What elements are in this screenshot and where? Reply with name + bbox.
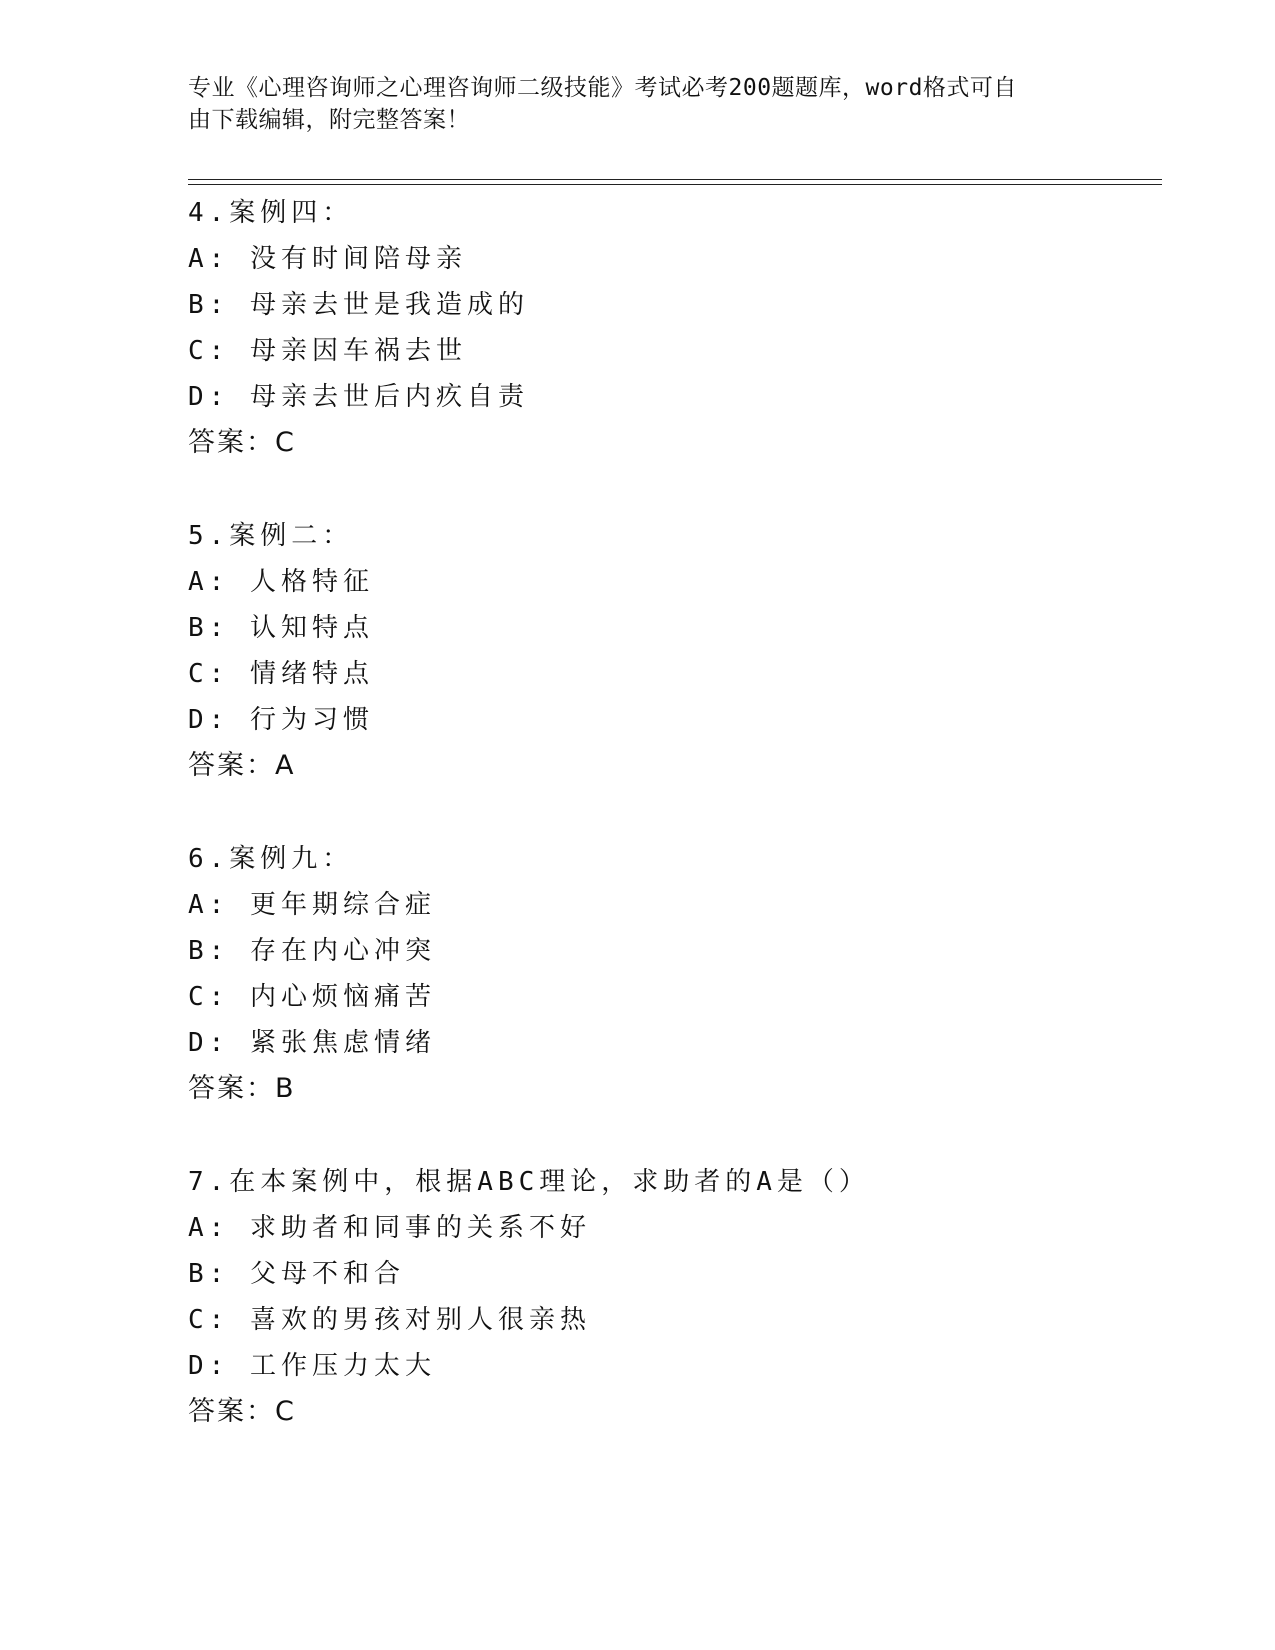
- question-title: 4.案例四：: [188, 198, 354, 228]
- answer: 答案：C: [188, 1396, 296, 1427]
- option-c: C: 内心烦恼痛苦: [188, 982, 436, 1012]
- document-header: [188, 72, 1068, 136]
- header-line-2: 由下载编辑，附完整答案！: [188, 107, 470, 133]
- option-d: D: 行为习惯: [188, 705, 374, 735]
- option-d: D: 母亲去世后内疚自责: [188, 382, 529, 412]
- option-a: A: 求助者和同事的关系不好: [188, 1213, 591, 1243]
- answer: 答案：C: [188, 427, 296, 458]
- question-title: 6.案例九：: [188, 844, 354, 874]
- option-b: B: 父母不和合: [188, 1259, 405, 1289]
- option-d: D: 工作压力太大: [188, 1351, 436, 1381]
- question-list: [188, 190, 1138, 1482]
- option-a: A: 人格特征: [188, 567, 374, 597]
- question-5: [188, 513, 1138, 789]
- question-4: [188, 190, 1138, 466]
- option-d: D: 紧张焦虑情绪: [188, 1028, 436, 1058]
- question-title: 5.案例二：: [188, 521, 354, 551]
- answer: 答案：B: [188, 1073, 296, 1104]
- question-6: [188, 836, 1138, 1112]
- header-divider-top: [188, 179, 1162, 180]
- option-c: C: 母亲因车祸去世: [188, 336, 467, 366]
- option-b: B: 存在内心冲突: [188, 936, 436, 966]
- option-c: C: 喜欢的男孩对别人很亲热: [188, 1305, 591, 1335]
- question-title: 7.在本案例中，根据ABC理论，求助者的A是（）: [188, 1167, 870, 1197]
- question-7: [188, 1159, 1138, 1435]
- answer: 答案：A: [188, 750, 296, 781]
- header-divider-bottom: [188, 184, 1162, 185]
- option-b: B: 母亲去世是我造成的: [188, 290, 529, 320]
- option-a: A: 更年期综合症: [188, 890, 436, 920]
- option-b: B: 认知特点: [188, 613, 374, 643]
- option-c: C: 情绪特点: [188, 659, 374, 689]
- option-a: A: 没有时间陪母亲: [188, 244, 467, 274]
- header-line-1: 专业《心理咨询师之心理咨询师二级技能》考试必考200题题库，word格式可自: [188, 75, 1017, 101]
